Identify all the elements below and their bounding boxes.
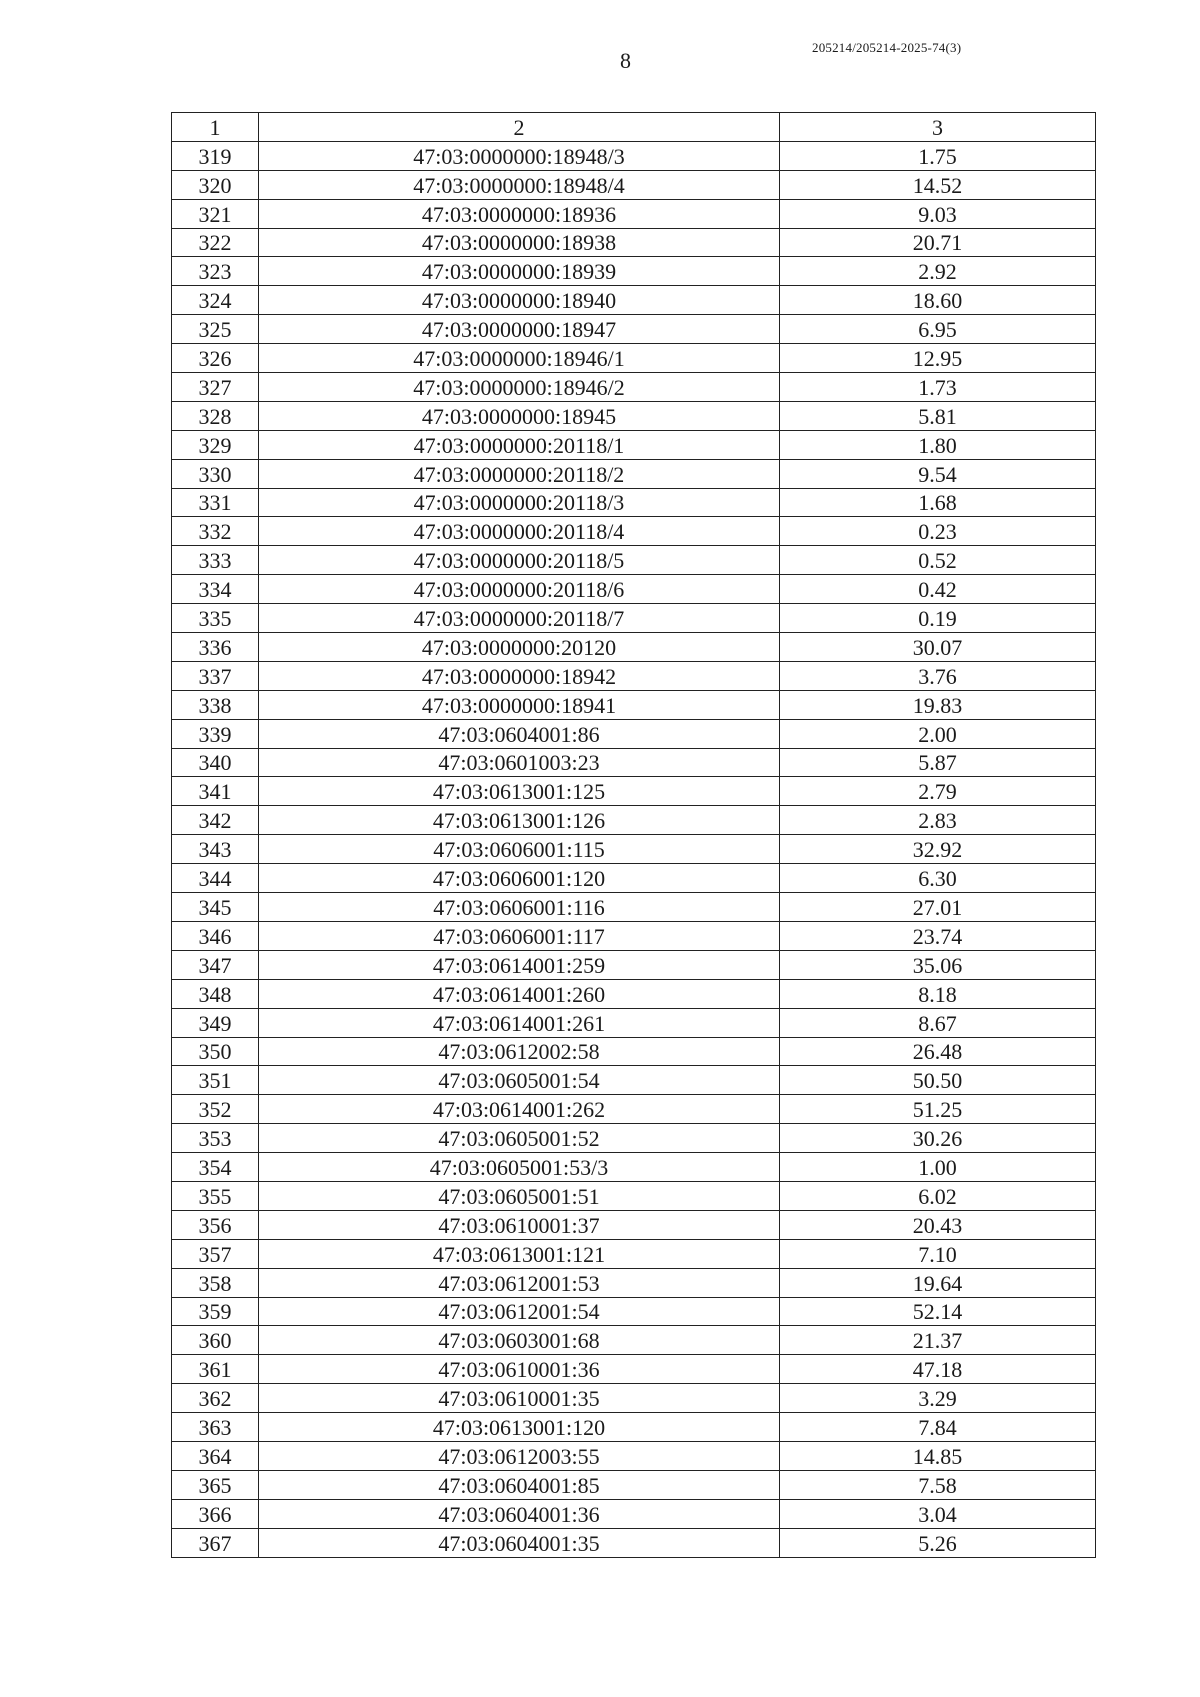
table-row — [172, 1124, 1096, 1153]
value-cell: 1.75 — [780, 141, 1096, 170]
row-number-cell: 319 — [172, 141, 259, 170]
row-number-cell: 356 — [172, 1210, 259, 1239]
row-number-cell: 327 — [172, 373, 259, 402]
value-cell: 30.07 — [780, 633, 1096, 662]
cadastral-number-cell: 47:03:0605001:54 — [259, 1066, 780, 1095]
cadastral-number-cell: 47:03:0606001:117 — [259, 921, 780, 950]
cadastral-number-cell: 47:03:0000000:18947 — [259, 315, 780, 344]
row-number-cell: 364 — [172, 1441, 259, 1470]
row-number-cell: 323 — [172, 257, 259, 286]
cadastral-number-cell: 47:03:0000000:18939 — [259, 257, 780, 286]
value-cell: 18.60 — [780, 286, 1096, 315]
row-number-cell: 340 — [172, 748, 259, 777]
table-row — [172, 1268, 1096, 1297]
value-cell: 32.92 — [780, 835, 1096, 864]
table-row — [172, 546, 1096, 575]
cadastral-number-cell: 47:03:0612003:55 — [259, 1441, 780, 1470]
cadastral-number-cell: 47:03:0000000:18936 — [259, 199, 780, 228]
table-row — [172, 1210, 1096, 1239]
cadastral-number-cell: 47:03:0601003:23 — [259, 748, 780, 777]
row-number-cell: 338 — [172, 690, 259, 719]
row-number-cell: 331 — [172, 488, 259, 517]
row-number-cell: 346 — [172, 921, 259, 950]
value-cell: 19.64 — [780, 1268, 1096, 1297]
value-cell: 20.43 — [780, 1210, 1096, 1239]
table-row — [172, 1499, 1096, 1528]
row-number-cell: 350 — [172, 1037, 259, 1066]
value-cell: 9.03 — [780, 199, 1096, 228]
document-reference: 205214/205214-2025-74(3) — [812, 40, 962, 55]
value-cell: 27.01 — [780, 893, 1096, 922]
cadastral-number-cell: 47:03:0000000:18940 — [259, 286, 780, 315]
row-number-cell: 321 — [172, 199, 259, 228]
column-header-value: 3 — [780, 113, 1096, 142]
cadastral-number-cell: 47:03:0605001:51 — [259, 1181, 780, 1210]
row-number-cell: 358 — [172, 1268, 259, 1297]
value-cell: 47.18 — [780, 1355, 1096, 1384]
cadastral-number-cell: 47:03:0000000:18946/2 — [259, 373, 780, 402]
cadastral-number-cell: 47:03:0000000:18948/3 — [259, 141, 780, 170]
row-number-cell: 343 — [172, 835, 259, 864]
value-cell: 21.37 — [780, 1326, 1096, 1355]
row-number-cell: 334 — [172, 575, 259, 604]
row-number-cell: 366 — [172, 1499, 259, 1528]
cadastral-number-cell: 47:03:0604001:85 — [259, 1470, 780, 1499]
value-cell: 8.18 — [780, 979, 1096, 1008]
table-row — [172, 690, 1096, 719]
table-row — [172, 1239, 1096, 1268]
value-cell: 0.23 — [780, 517, 1096, 546]
row-number-cell: 354 — [172, 1153, 259, 1182]
table-row — [172, 199, 1096, 228]
row-number-cell: 325 — [172, 315, 259, 344]
row-number-cell: 324 — [172, 286, 259, 315]
table-row — [172, 1326, 1096, 1355]
page-number: 8 — [620, 48, 631, 73]
value-cell: 7.58 — [780, 1470, 1096, 1499]
cadastral-number-cell: 47:03:0604001:86 — [259, 719, 780, 748]
table-row — [172, 1528, 1096, 1557]
value-cell: 1.80 — [780, 430, 1096, 459]
table-row — [172, 373, 1096, 402]
cadastral-number-cell: 47:03:0000000:18945 — [259, 401, 780, 430]
table-body — [172, 141, 1096, 1557]
cadastral-number-cell: 47:03:0606001:115 — [259, 835, 780, 864]
cadastral-number-cell: 47:03:0000000:18941 — [259, 690, 780, 719]
value-cell: 6.95 — [780, 315, 1096, 344]
row-number-cell: 336 — [172, 633, 259, 662]
row-number-cell: 361 — [172, 1355, 259, 1384]
table-header-row — [172, 113, 1096, 142]
cadastral-number-cell: 47:03:0606001:120 — [259, 864, 780, 893]
value-cell: 3.04 — [780, 1499, 1096, 1528]
value-cell: 1.00 — [780, 1153, 1096, 1182]
value-cell: 35.06 — [780, 950, 1096, 979]
value-cell: 14.52 — [780, 170, 1096, 199]
value-cell: 23.74 — [780, 921, 1096, 950]
table-row — [172, 719, 1096, 748]
row-number-cell: 357 — [172, 1239, 259, 1268]
table-row — [172, 401, 1096, 430]
row-number-cell: 320 — [172, 170, 259, 199]
row-number-cell: 342 — [172, 806, 259, 835]
cadastral-number-cell: 47:03:0000000:20118/5 — [259, 546, 780, 575]
cadastral-number-cell: 47:03:0613001:125 — [259, 777, 780, 806]
table-row — [172, 806, 1096, 835]
table-row — [172, 661, 1096, 690]
cadastral-number-cell: 47:03:0000000:18946/1 — [259, 344, 780, 373]
cadastral-number-cell: 47:03:0614001:259 — [259, 950, 780, 979]
table-row — [172, 1384, 1096, 1413]
cadastral-number-cell: 47:03:0613001:126 — [259, 806, 780, 835]
row-number-cell: 335 — [172, 604, 259, 633]
value-cell: 2.83 — [780, 806, 1096, 835]
row-number-cell: 329 — [172, 430, 259, 459]
cadastral-number-cell: 47:03:0604001:36 — [259, 1499, 780, 1528]
row-number-cell: 360 — [172, 1326, 259, 1355]
table-row — [172, 141, 1096, 170]
row-number-cell: 341 — [172, 777, 259, 806]
row-number-cell: 349 — [172, 1008, 259, 1037]
row-number-cell: 326 — [172, 344, 259, 373]
value-cell: 6.30 — [780, 864, 1096, 893]
row-number-cell: 347 — [172, 950, 259, 979]
value-cell: 12.95 — [780, 344, 1096, 373]
value-cell: 50.50 — [780, 1066, 1096, 1095]
row-number-cell: 355 — [172, 1181, 259, 1210]
row-number-cell: 330 — [172, 459, 259, 488]
cadastral-number-cell: 47:03:0606001:116 — [259, 893, 780, 922]
table-row — [172, 1355, 1096, 1384]
row-number-cell: 332 — [172, 517, 259, 546]
cadastral-number-cell: 47:03:0614001:262 — [259, 1095, 780, 1124]
table-row — [172, 344, 1096, 373]
cadastral-number-cell: 47:03:0612001:54 — [259, 1297, 780, 1326]
cadastral-number-cell: 47:03:0610001:35 — [259, 1384, 780, 1413]
row-number-cell: 367 — [172, 1528, 259, 1557]
column-header-cadastral: 2 — [259, 113, 780, 142]
row-number-cell: 362 — [172, 1384, 259, 1413]
cadastral-number-cell: 47:03:0000000:18938 — [259, 228, 780, 257]
table-row — [172, 1470, 1096, 1499]
cadastral-number-cell: 47:03:0605001:53/3 — [259, 1153, 780, 1182]
value-cell: 2.92 — [780, 257, 1096, 286]
row-number-cell: 344 — [172, 864, 259, 893]
value-cell: 0.42 — [780, 575, 1096, 604]
table-row — [172, 1153, 1096, 1182]
value-cell: 20.71 — [780, 228, 1096, 257]
cadastral-number-cell: 47:03:0000000:18948/4 — [259, 170, 780, 199]
row-number-cell: 328 — [172, 401, 259, 430]
table-row — [172, 604, 1096, 633]
value-cell: 8.67 — [780, 1008, 1096, 1037]
table-row — [172, 1297, 1096, 1326]
value-cell: 3.29 — [780, 1384, 1096, 1413]
row-number-cell: 363 — [172, 1413, 259, 1442]
row-number-cell: 359 — [172, 1297, 259, 1326]
cadastral-number-cell: 47:03:0612002:58 — [259, 1037, 780, 1066]
table-row — [172, 835, 1096, 864]
table-row — [172, 950, 1096, 979]
value-cell: 1.68 — [780, 488, 1096, 517]
cadastral-number-cell: 47:03:0000000:20118/7 — [259, 604, 780, 633]
row-number-cell: 339 — [172, 719, 259, 748]
data-table — [171, 112, 1096, 1558]
table-row — [172, 864, 1096, 893]
cadastral-number-cell: 47:03:0603001:68 — [259, 1326, 780, 1355]
cadastral-number-cell: 47:03:0000000:18942 — [259, 661, 780, 690]
cadastral-number-cell: 47:03:0000000:20118/4 — [259, 517, 780, 546]
row-number-cell: 345 — [172, 893, 259, 922]
table-row — [172, 748, 1096, 777]
row-number-cell: 353 — [172, 1124, 259, 1153]
cadastral-number-cell: 47:03:0614001:261 — [259, 1008, 780, 1037]
cadastral-number-cell: 47:03:0610001:37 — [259, 1210, 780, 1239]
table-row — [172, 315, 1096, 344]
value-cell: 14.85 — [780, 1441, 1096, 1470]
value-cell: 7.10 — [780, 1239, 1096, 1268]
table-row — [172, 517, 1096, 546]
value-cell: 0.52 — [780, 546, 1096, 575]
value-cell: 5.87 — [780, 748, 1096, 777]
value-cell: 19.83 — [780, 690, 1096, 719]
column-header-number: 1 — [172, 113, 259, 142]
table-row — [172, 228, 1096, 257]
value-cell: 2.79 — [780, 777, 1096, 806]
value-cell: 51.25 — [780, 1095, 1096, 1124]
cadastral-number-cell: 47:03:0000000:20118/3 — [259, 488, 780, 517]
value-cell: 1.73 — [780, 373, 1096, 402]
table-row — [172, 488, 1096, 517]
row-number-cell: 333 — [172, 546, 259, 575]
value-cell: 3.76 — [780, 661, 1096, 690]
table-row — [172, 1037, 1096, 1066]
table-row — [172, 1066, 1096, 1095]
value-cell: 7.84 — [780, 1413, 1096, 1442]
table-row — [172, 1181, 1096, 1210]
row-number-cell: 365 — [172, 1470, 259, 1499]
table-row — [172, 1008, 1096, 1037]
cadastral-number-cell: 47:03:0613001:120 — [259, 1413, 780, 1442]
table-row — [172, 257, 1096, 286]
value-cell: 52.14 — [780, 1297, 1096, 1326]
cadastral-number-cell: 47:03:0605001:52 — [259, 1124, 780, 1153]
value-cell: 26.48 — [780, 1037, 1096, 1066]
table-row — [172, 575, 1096, 604]
value-cell: 0.19 — [780, 604, 1096, 633]
table-row — [172, 1441, 1096, 1470]
table-row — [172, 633, 1096, 662]
cadastral-number-cell: 47:03:0000000:20118/2 — [259, 459, 780, 488]
table-row — [172, 430, 1096, 459]
cadastral-number-cell: 47:03:0612001:53 — [259, 1268, 780, 1297]
value-cell: 5.26 — [780, 1528, 1096, 1557]
row-number-cell: 351 — [172, 1066, 259, 1095]
cadastral-number-cell: 47:03:0000000:20120 — [259, 633, 780, 662]
table-row — [172, 286, 1096, 315]
table-row — [172, 921, 1096, 950]
value-cell: 30.26 — [780, 1124, 1096, 1153]
row-number-cell: 348 — [172, 979, 259, 1008]
cadastral-number-cell: 47:03:0613001:121 — [259, 1239, 780, 1268]
value-cell: 2.00 — [780, 719, 1096, 748]
table-row — [172, 979, 1096, 1008]
cadastral-number-cell: 47:03:0000000:20118/1 — [259, 430, 780, 459]
value-cell: 6.02 — [780, 1181, 1096, 1210]
cadastral-number-cell: 47:03:0000000:20118/6 — [259, 575, 780, 604]
table-row — [172, 777, 1096, 806]
row-number-cell: 337 — [172, 661, 259, 690]
table-row — [172, 170, 1096, 199]
row-number-cell: 352 — [172, 1095, 259, 1124]
value-cell: 9.54 — [780, 459, 1096, 488]
value-cell: 5.81 — [780, 401, 1096, 430]
row-number-cell: 322 — [172, 228, 259, 257]
table-row — [172, 1095, 1096, 1124]
table-row — [172, 893, 1096, 922]
table-row — [172, 459, 1096, 488]
cadastral-number-cell: 47:03:0604001:35 — [259, 1528, 780, 1557]
cadastral-number-cell: 47:03:0610001:36 — [259, 1355, 780, 1384]
table-row — [172, 1413, 1096, 1442]
cadastral-number-cell: 47:03:0614001:260 — [259, 979, 780, 1008]
